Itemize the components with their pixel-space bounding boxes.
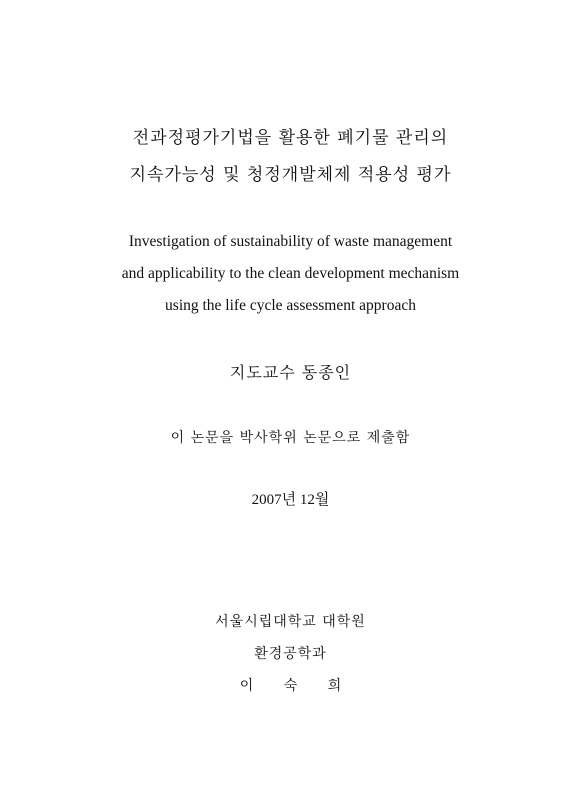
english-title-line-3: using the life cycle assessment approach — [165, 297, 416, 314]
english-title-line-2: and applicability to the clean development mechanism — [121, 265, 460, 282]
english-title-line-1: Investigation of sustainability of waste management — [128, 233, 453, 250]
submission-statement: 이 논문을 박사학위 논문으로 제출함 — [170, 430, 411, 446]
author-name: 이 숙 희 — [239, 678, 342, 694]
department-name: 환경공학과 — [254, 646, 327, 662]
korean-title-line-2: 지속가능성 및 청정개발체제 적용성 평가 — [129, 165, 452, 185]
university-name: 서울시립대학교 대학원 — [215, 614, 366, 630]
submission-date: 2007년 12월 — [251, 492, 330, 508]
advisor-line: 지도교수 동종인 — [229, 363, 352, 382]
korean-title-line-1: 전과정평가기법을 활용한 폐기물 관리의 — [132, 128, 449, 148]
